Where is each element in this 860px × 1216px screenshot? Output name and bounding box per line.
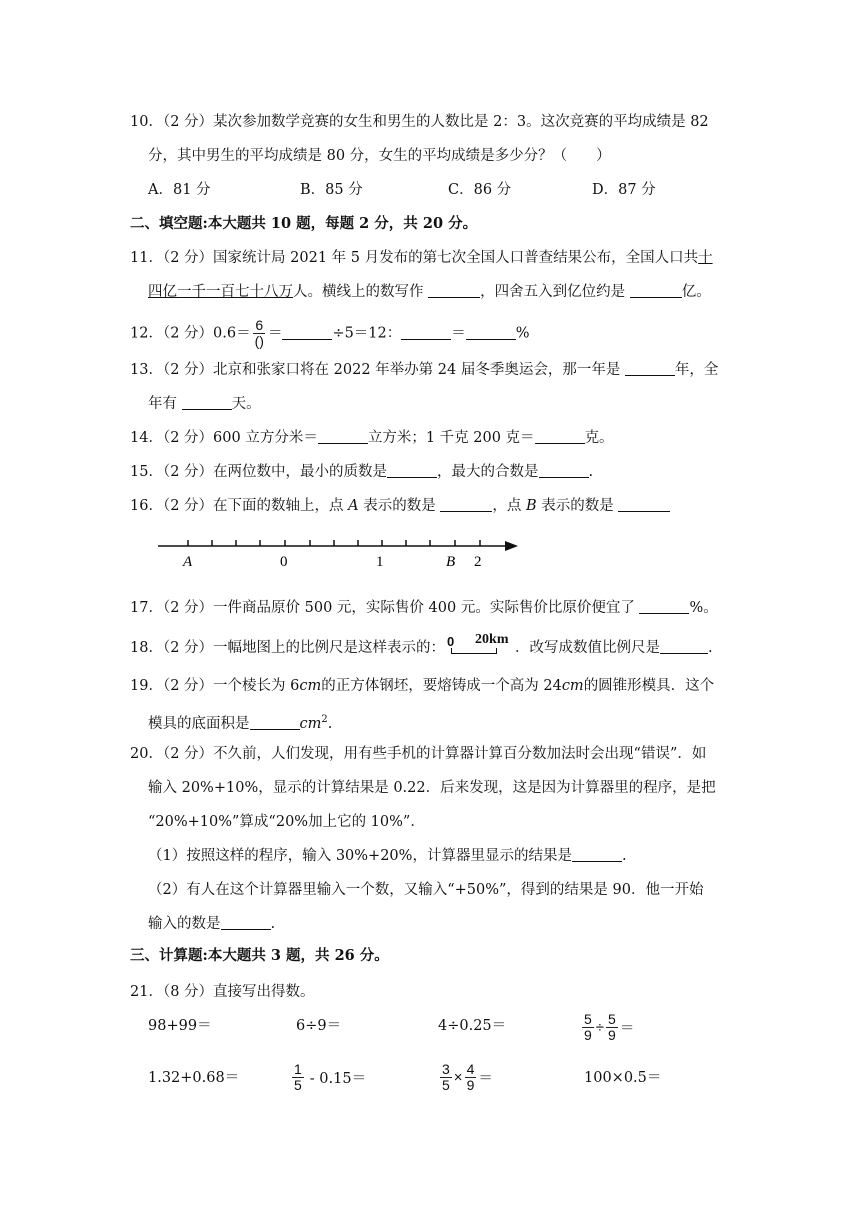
q12-eq: ＝ (267, 325, 283, 342)
q11-text2: 人。横线上的数写作 (293, 284, 424, 300)
frac-den: 9 (584, 1027, 592, 1043)
q20-blank1[interactable] (572, 847, 622, 862)
axis-label-1: 1 (376, 554, 384, 570)
q19-unit1: cm (299, 678, 322, 694)
q12-blank3[interactable] (466, 325, 516, 340)
q13-line1 (130, 360, 718, 380)
q19-text5: . (327, 715, 333, 732)
q12-frac-den: () (254, 333, 264, 349)
q11-text3: ，四舍五入到亿位约是 (480, 284, 626, 300)
frac-den: 9 (466, 1077, 475, 1093)
q15-line (130, 462, 593, 482)
q18-blank[interactable] (660, 639, 708, 654)
q14-line (130, 428, 614, 448)
q12-fraction (253, 318, 266, 349)
q14-text1: 14．（2 分）600 立方分米＝ (130, 430, 318, 446)
frac-5-9-a (582, 1012, 594, 1043)
q10-option-a: A．81 分 (148, 182, 211, 198)
q14-blank1[interactable] (318, 429, 368, 444)
q19-sup: 2 (321, 714, 328, 725)
q12-eq2: ＝ (451, 325, 466, 342)
q20-sub2-line2 (148, 914, 275, 934)
q12-pct: % (515, 325, 530, 342)
q10-line2: 分，其中男生的平均成绩是 80 分，女生的平均成绩是多少分？（ ） (148, 148, 611, 164)
q21-title: 21．（8 分）直接写出得数。 (130, 984, 315, 1000)
times-sign: × (453, 1069, 463, 1086)
equals-sign: ＝ (478, 1071, 493, 1087)
q12-prefix: 12．（2 分）0.6＝ (130, 325, 251, 342)
axis-label-0: 0 (280, 554, 288, 570)
q19-line2 (148, 710, 332, 734)
q15-text2: ，最大的合数是 (437, 464, 539, 480)
q20-sub1-text: （1）按照这样的程序，输入 30%+20%，计算器里显示的结果是 (148, 848, 572, 864)
frac-num: 4 (466, 1061, 475, 1077)
calc-frac-times (438, 1062, 493, 1093)
frac-num: 1 (294, 1061, 302, 1077)
frac-num: 3 (442, 1061, 450, 1077)
q11-line2 (148, 282, 711, 302)
q12-blank1[interactable] (282, 325, 332, 340)
section2-heading: 二、填空题:本大题共 10 题，每题 2 分，共 20 分。 (130, 215, 478, 232)
axis-label-b: B (446, 554, 456, 570)
frac-den: 5 (294, 1077, 302, 1093)
q13-blank1[interactable] (625, 361, 675, 376)
minus-015: - 0.15＝ (309, 1071, 367, 1087)
q15-text1: 15．（2 分）在两位数中，最小的质数是 (130, 464, 388, 480)
divide-sign: ÷ (595, 1019, 605, 1036)
q16-text3: ，点 (492, 498, 522, 514)
frac-1-5 (292, 1062, 304, 1093)
calc-frac-div (580, 1012, 634, 1043)
frac-4-9 (465, 1062, 477, 1093)
q19-text2: 的正方体钢坯，要熔铸成一个高为 24 (321, 678, 562, 694)
calc-frac-minus (290, 1062, 366, 1093)
q16-blank1[interactable] (440, 497, 492, 512)
section3-heading: 三、计算题:本大题共 3 题，共 26 分。 (130, 947, 389, 964)
q14-text3: 克。 (584, 430, 614, 446)
scale-zero: 0 (447, 634, 455, 649)
q10-option-d: D．87 分 (592, 182, 656, 198)
q13-blank2[interactable] (182, 395, 232, 410)
number-line-arrow (505, 541, 518, 551)
q19-text1: 19．（2 分）一个棱长为 6 (130, 678, 300, 694)
q19-blank[interactable] (250, 715, 300, 730)
q19-unit3: cm (299, 715, 322, 732)
q20-line3: “20%+10%”算成“20%加上它的 10%”． (148, 814, 425, 830)
q12-div: ÷5＝12： (332, 325, 402, 342)
q15-blank1[interactable] (387, 463, 437, 478)
q12-frac-num: 6 (255, 317, 264, 333)
q19-text3: 的圆锥形模具．这个 (583, 678, 715, 694)
q10-option-c: C．86 分 (448, 182, 512, 198)
q17-blank[interactable] (639, 599, 689, 614)
q16-blank2[interactable] (618, 497, 670, 512)
q11-text4: 亿。 (681, 284, 711, 300)
scale-bar-image (445, 634, 515, 654)
scale-bar (451, 648, 497, 654)
q20-sub1-end: . (621, 848, 627, 864)
q20-blank2[interactable] (221, 915, 271, 930)
calc-6-div-9: 6÷9＝ (296, 1018, 342, 1034)
axis-label-a: A (183, 554, 193, 570)
q16-point-b: B (525, 498, 537, 514)
q11-blank2[interactable] (630, 283, 682, 298)
q16-point-a: A (348, 498, 359, 514)
q11-underlined: 十 (698, 250, 713, 266)
q19-text4: 模具的底面积是 (148, 715, 250, 732)
q17-text1: 17．（2 分）一件商品原价 500 元，实际售价 400 元。实际售价比原价便宜了 (130, 600, 635, 616)
q10-option-b: B．85 分 (300, 182, 363, 198)
q20-sub2-end: . (270, 916, 276, 932)
q20-sub2: （2）有人在这个计算器里输入一个数，又输入“+50%”，得到的结果是 90．他一开始 (148, 882, 704, 898)
q14-text2: 立方米；1 千克 200 克＝ (367, 430, 535, 446)
q18-text2: ．改写成数值比例尺是 (515, 640, 661, 656)
q20-line2: 输入 20%+10%，显示的计算结果是 0.22．后来发现，这是因为计算器里的程序，是把 (148, 780, 716, 796)
q10-line1: 10．（2 分）某次参加数学竞赛的女生和男生的人数比是 2：3。这次竞赛的平均成绩是 82 (130, 114, 709, 130)
q13-text3: 年有 (148, 396, 177, 412)
calc-100-times-05: 100×0.5＝ (584, 1070, 662, 1086)
q20-sub1 (148, 846, 627, 866)
equals-sign: ＝ (619, 1021, 635, 1037)
number-line (150, 526, 530, 572)
q12-line (130, 318, 530, 349)
q12-blank2[interactable] (401, 325, 451, 340)
calc-132-068: 1.32+0.68＝ (148, 1070, 240, 1086)
q13-text2: 年，全 (674, 362, 719, 378)
q20-sub2-text: 输入的数是 (148, 916, 221, 932)
q17-text2: %。 (689, 600, 718, 616)
frac-den: 9 (608, 1027, 616, 1043)
q13-line2 (148, 394, 261, 414)
q11-text: 11．（2 分）国家统计局 2021 年 5 月发布的第七次全国人口普查结果公布，全国人口共 (130, 250, 699, 266)
q13-text4: 天。 (231, 396, 261, 412)
q15-blank2[interactable] (539, 463, 589, 478)
frac-num: 5 (608, 1011, 616, 1027)
axis-label-2: 2 (474, 554, 482, 570)
scale-km: 20km (475, 632, 509, 647)
frac-5-9-b (606, 1012, 618, 1043)
q18-text1: 18．（2 分）一幅地图上的比例尺是这样表示的： (130, 640, 446, 656)
frac-num: 5 (584, 1011, 592, 1027)
calc-4-div-025: 4÷0.25＝ (438, 1018, 507, 1034)
q16-line (130, 496, 670, 516)
q18-line (130, 634, 713, 658)
calc-98-99: 98+99＝ (148, 1018, 212, 1034)
q14-blank2[interactable] (535, 429, 585, 444)
q13-text1: 13．（2 分）北京和张家口将在 2022 年举办第 24 届冬季奥运会，那一年是 (130, 362, 621, 378)
q19-unit2: cm (561, 678, 584, 694)
frac-den: 5 (442, 1077, 450, 1093)
q16-text4: 表示的数是 (541, 498, 614, 514)
q17-line (130, 598, 718, 618)
q18-text3: . (708, 640, 713, 656)
q11-line1 (130, 248, 713, 268)
q16-text2: 表示的数是 (363, 498, 436, 514)
q19-line1 (130, 676, 714, 696)
frac-3-5 (440, 1062, 452, 1093)
q20-line1: 20．（2 分）不久前，人们发现，用有些手机的计算器计算百分数加法时会出现“错误”．如 (130, 746, 707, 762)
q15-text3: . (588, 464, 594, 480)
q16-text1: 16．（2 分）在下面的数轴上，点 (130, 498, 344, 514)
q11-underlined-number: 四亿一千一百七十八万 (148, 284, 293, 300)
q11-blank1[interactable] (428, 283, 480, 298)
